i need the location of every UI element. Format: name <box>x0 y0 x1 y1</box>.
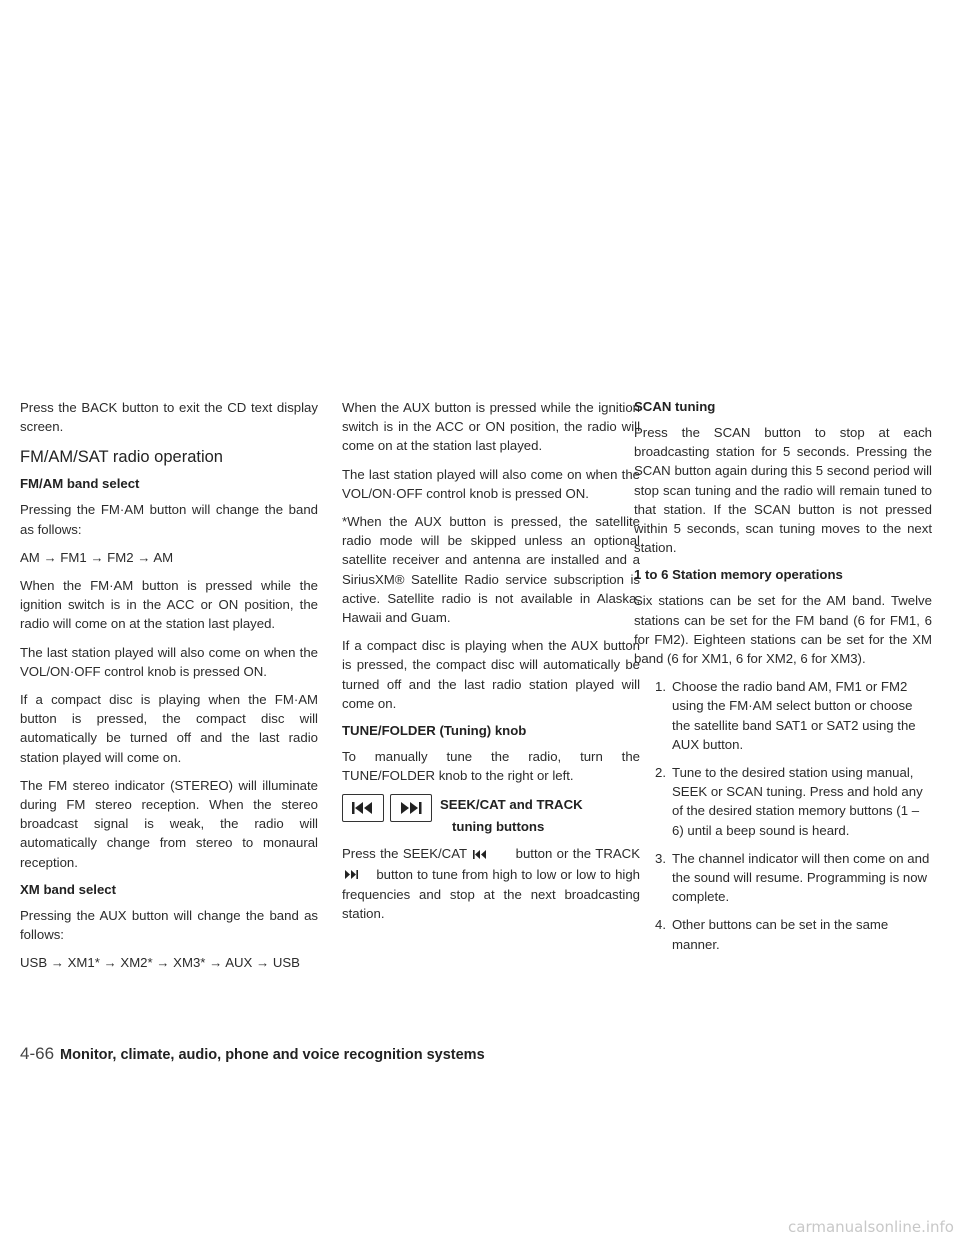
step-number: 3. <box>655 850 666 866</box>
subheading-tune: TUNE/FOLDER (Tuning) knob <box>342 723 527 739</box>
step-number: 4. <box>655 917 666 933</box>
watermark[interactable]: carmanualsonline.info <box>788 1218 954 1236</box>
intro-text: Press the BACK button to exit the CD text display screen. <box>20 400 318 435</box>
list-item <box>634 849 932 907</box>
step-number: 1. <box>655 679 666 695</box>
skip-back-icon <box>342 794 384 822</box>
skip-back-icon <box>473 845 487 864</box>
text-fragment: TRACK <box>595 846 640 862</box>
seek-label-line-1: SEEK/CAT and TRACK <box>440 797 583 813</box>
column-2 <box>342 398 640 923</box>
subheading-scan: SCAN tuning <box>634 399 716 414</box>
text-fragment: button or the <box>515 846 592 862</box>
column-3 <box>634 398 932 963</box>
text-fragment: Press the SEEK/CAT <box>342 846 467 862</box>
seek-label-line-2: tuning buttons <box>452 819 545 835</box>
page-number: 4-66 <box>20 1044 55 1063</box>
step-number: 2. <box>655 765 666 781</box>
paragraph: *When the AUX button is pressed, the satellite radio mode will be skipped unless an optional satellite receiver and antenna are installed and a SiriusXM® Satellite Radio service subscription is active. Satellite radio is not available in Alaska, Hawaii and Guam. <box>342 514 640 626</box>
list-item <box>634 677 932 754</box>
skip-forward-icon <box>390 794 432 822</box>
subheading-xm: XM band select <box>20 881 117 897</box>
button-pair-illustration <box>342 794 432 822</box>
seek-paragraph <box>342 844 640 923</box>
paragraph: The last station played will also come on when the VOL/ON·OFF control knob is pressed ON. <box>342 466 640 501</box>
section-title: Monitor, climate, audio, phone and voice recognition systems <box>60 1047 485 1063</box>
text-fragment: button to tune from high to low or low to high frequencies and stop at the next broadcasting station. <box>342 866 640 921</box>
seek-track-illustration <box>342 794 640 838</box>
step-text: Other buttons can be set in the same manner. <box>672 917 889 952</box>
subheading-fm-am: FM/AM band select <box>20 476 140 492</box>
list-item <box>634 915 932 953</box>
memory-steps-list <box>634 677 932 954</box>
paragraph: The last station played will also come on when the VOL/ON·OFF control knob is pressed ON. <box>20 644 318 679</box>
step-text: Choose the radio band AM, FM1 or FM2 using the FM·AM select button or choose the satellite band SAT1 or SAT2 using the AUX button. <box>672 679 916 752</box>
paragraph: To manually tune the radio, turn the TUNE/FOLDER knob to the right or left. <box>342 749 640 784</box>
step-text: The channel indicator will then come on and the sound will resume. Programming is now complete. <box>672 850 930 905</box>
band-sequence: USB → XM1* → XM2* → XM3* → AUX → USB <box>20 955 300 971</box>
paragraph: Six stations can be set for the AM band. Twelve stations can be set for the FM band (6 for FM1, 6 for FM2). Eighteen stations can be set for the XM band (6 for XM1, 6 for XM2, 6 for XM3). <box>634 593 932 667</box>
paragraph: The FM stereo indicator (STEREO) will illuminate during FM stereo reception. When the stereo broadcast signal is weak, the radio will automatically change from stereo to monaural reception. <box>20 777 318 870</box>
paragraph: When the AUX button is pressed while the ignition switch is in the ACC or ON position, the radio will come on at the station last played. <box>342 400 640 454</box>
paragraph: If a compact disc is playing when the AUX button is pressed, the compact disc will automatically be turned off and the last radio station played will come on. <box>342 638 640 711</box>
paragraph: Press the SCAN button to stop at each broadcasting station for 5 seconds. Pressing the SCAN button again during this 5 second period will stop scan tuning and the radio will remain tuned to that station. If the SCAN button is not pressed within 5 seconds, scan tuning moves to the next station. <box>634 425 932 556</box>
paragraph: If a compact disc is playing when the FM·AM button is pressed, the compact disc will automatically be turned off and the last radio station played will come on. <box>20 692 318 765</box>
step-text: Tune to the desired station using manual, SEEK or SCAN tuning. Press and hold any of the desired station memory buttons (1 – 6) until a beep sound is heard. <box>672 765 923 838</box>
seek-label <box>440 794 583 838</box>
paragraph: When the FM·AM button is pressed while the ignition switch is in the ACC or ON position, the radio will come on at the station last played. <box>20 578 318 632</box>
skip-forward-icon <box>344 865 358 884</box>
paragraph: Pressing the AUX button will change the band as follows: <box>20 907 318 943</box>
page-footer <box>20 1044 485 1064</box>
band-sequence: AM → FM1 → FM2 → AM <box>20 549 174 565</box>
subheading-memory: 1 to 6 Station memory operations <box>634 567 843 583</box>
column-1 <box>20 398 318 972</box>
list-item <box>634 763 932 840</box>
section-heading: FM/AM/SAT radio operation <box>20 448 223 467</box>
paragraph: Pressing the FM·AM button will change the band as follows: <box>20 502 318 537</box>
